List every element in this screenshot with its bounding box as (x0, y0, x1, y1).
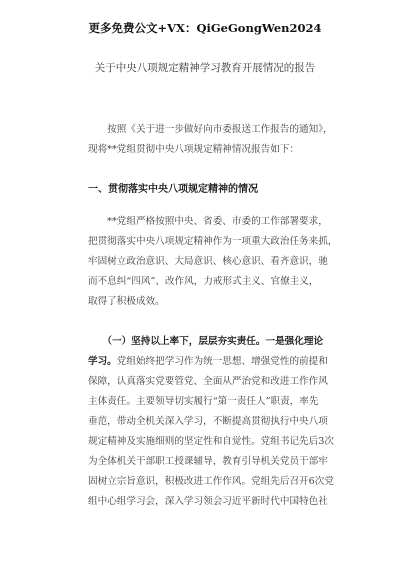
subsection1-paragraph (88, 332, 348, 512)
body-line: 固树立宗旨意识，积极改进工作作风。党组先后召开6次党 (88, 476, 334, 487)
intro-paragraph (88, 120, 348, 160)
body-line: 垂范，带动全机关深入学习，不断提高贯彻执行中央八项 (88, 416, 328, 427)
body-line: 牢固树立政治意识、大局意识、核心意识、看齐意识，驰 (88, 256, 328, 267)
intro-line: 现将**党组贯彻中央八项规定精神情况报告如下： (88, 144, 300, 155)
section1-paragraph (88, 212, 348, 312)
intro-line: 按照《关于进一步做好向市委报送工作报告的通知》， (88, 124, 333, 135)
body-line: 组中心组学习会，深入学习领会习近平新时代中国特色社 (88, 496, 328, 507)
body-line: 规定精神及实施细则的坚定性和自觉性。党组书记先后3次 (88, 436, 334, 447)
section-heading: 一、贯彻落实中央八项规定精神的情况 (88, 184, 258, 195)
body-line: 取得了积极成效。 (88, 296, 165, 307)
body-line: 保障，认真落实党要管党、全面从严治党和改进工作作风 (88, 376, 328, 387)
body-line: 为全体机关干部职工授课辅导，教育引导机关党员干部牢 (88, 456, 328, 467)
watermark-header: 更多免费公文+VX：QiGeGongWen2024 (88, 21, 322, 35)
body-line: 党组始终把学习作为统一思想、增强党性的前提和 (116, 356, 328, 367)
subsection-lead-end: 学习。 (88, 356, 117, 367)
subsection-lead: （一）坚持以上率下，层层夯实责任。一是强化理论 (88, 336, 324, 347)
document-title: 关于中央八项规定精神学习教育开展情况的报告 (94, 62, 316, 74)
body-line: **党组严格按照中央、省委、市委的工作部署要求， (88, 216, 328, 227)
body-line: 而不息纠“四风”、改作风，力戒形式主义、官僚主义， (88, 276, 319, 287)
body-line: 主体责任。主要领导切实履行“第一责任人”职责，率先 (88, 396, 319, 407)
body-line: 把贯彻落实中央八项规定精神作为一项重大政治任务来抓， (88, 236, 338, 247)
